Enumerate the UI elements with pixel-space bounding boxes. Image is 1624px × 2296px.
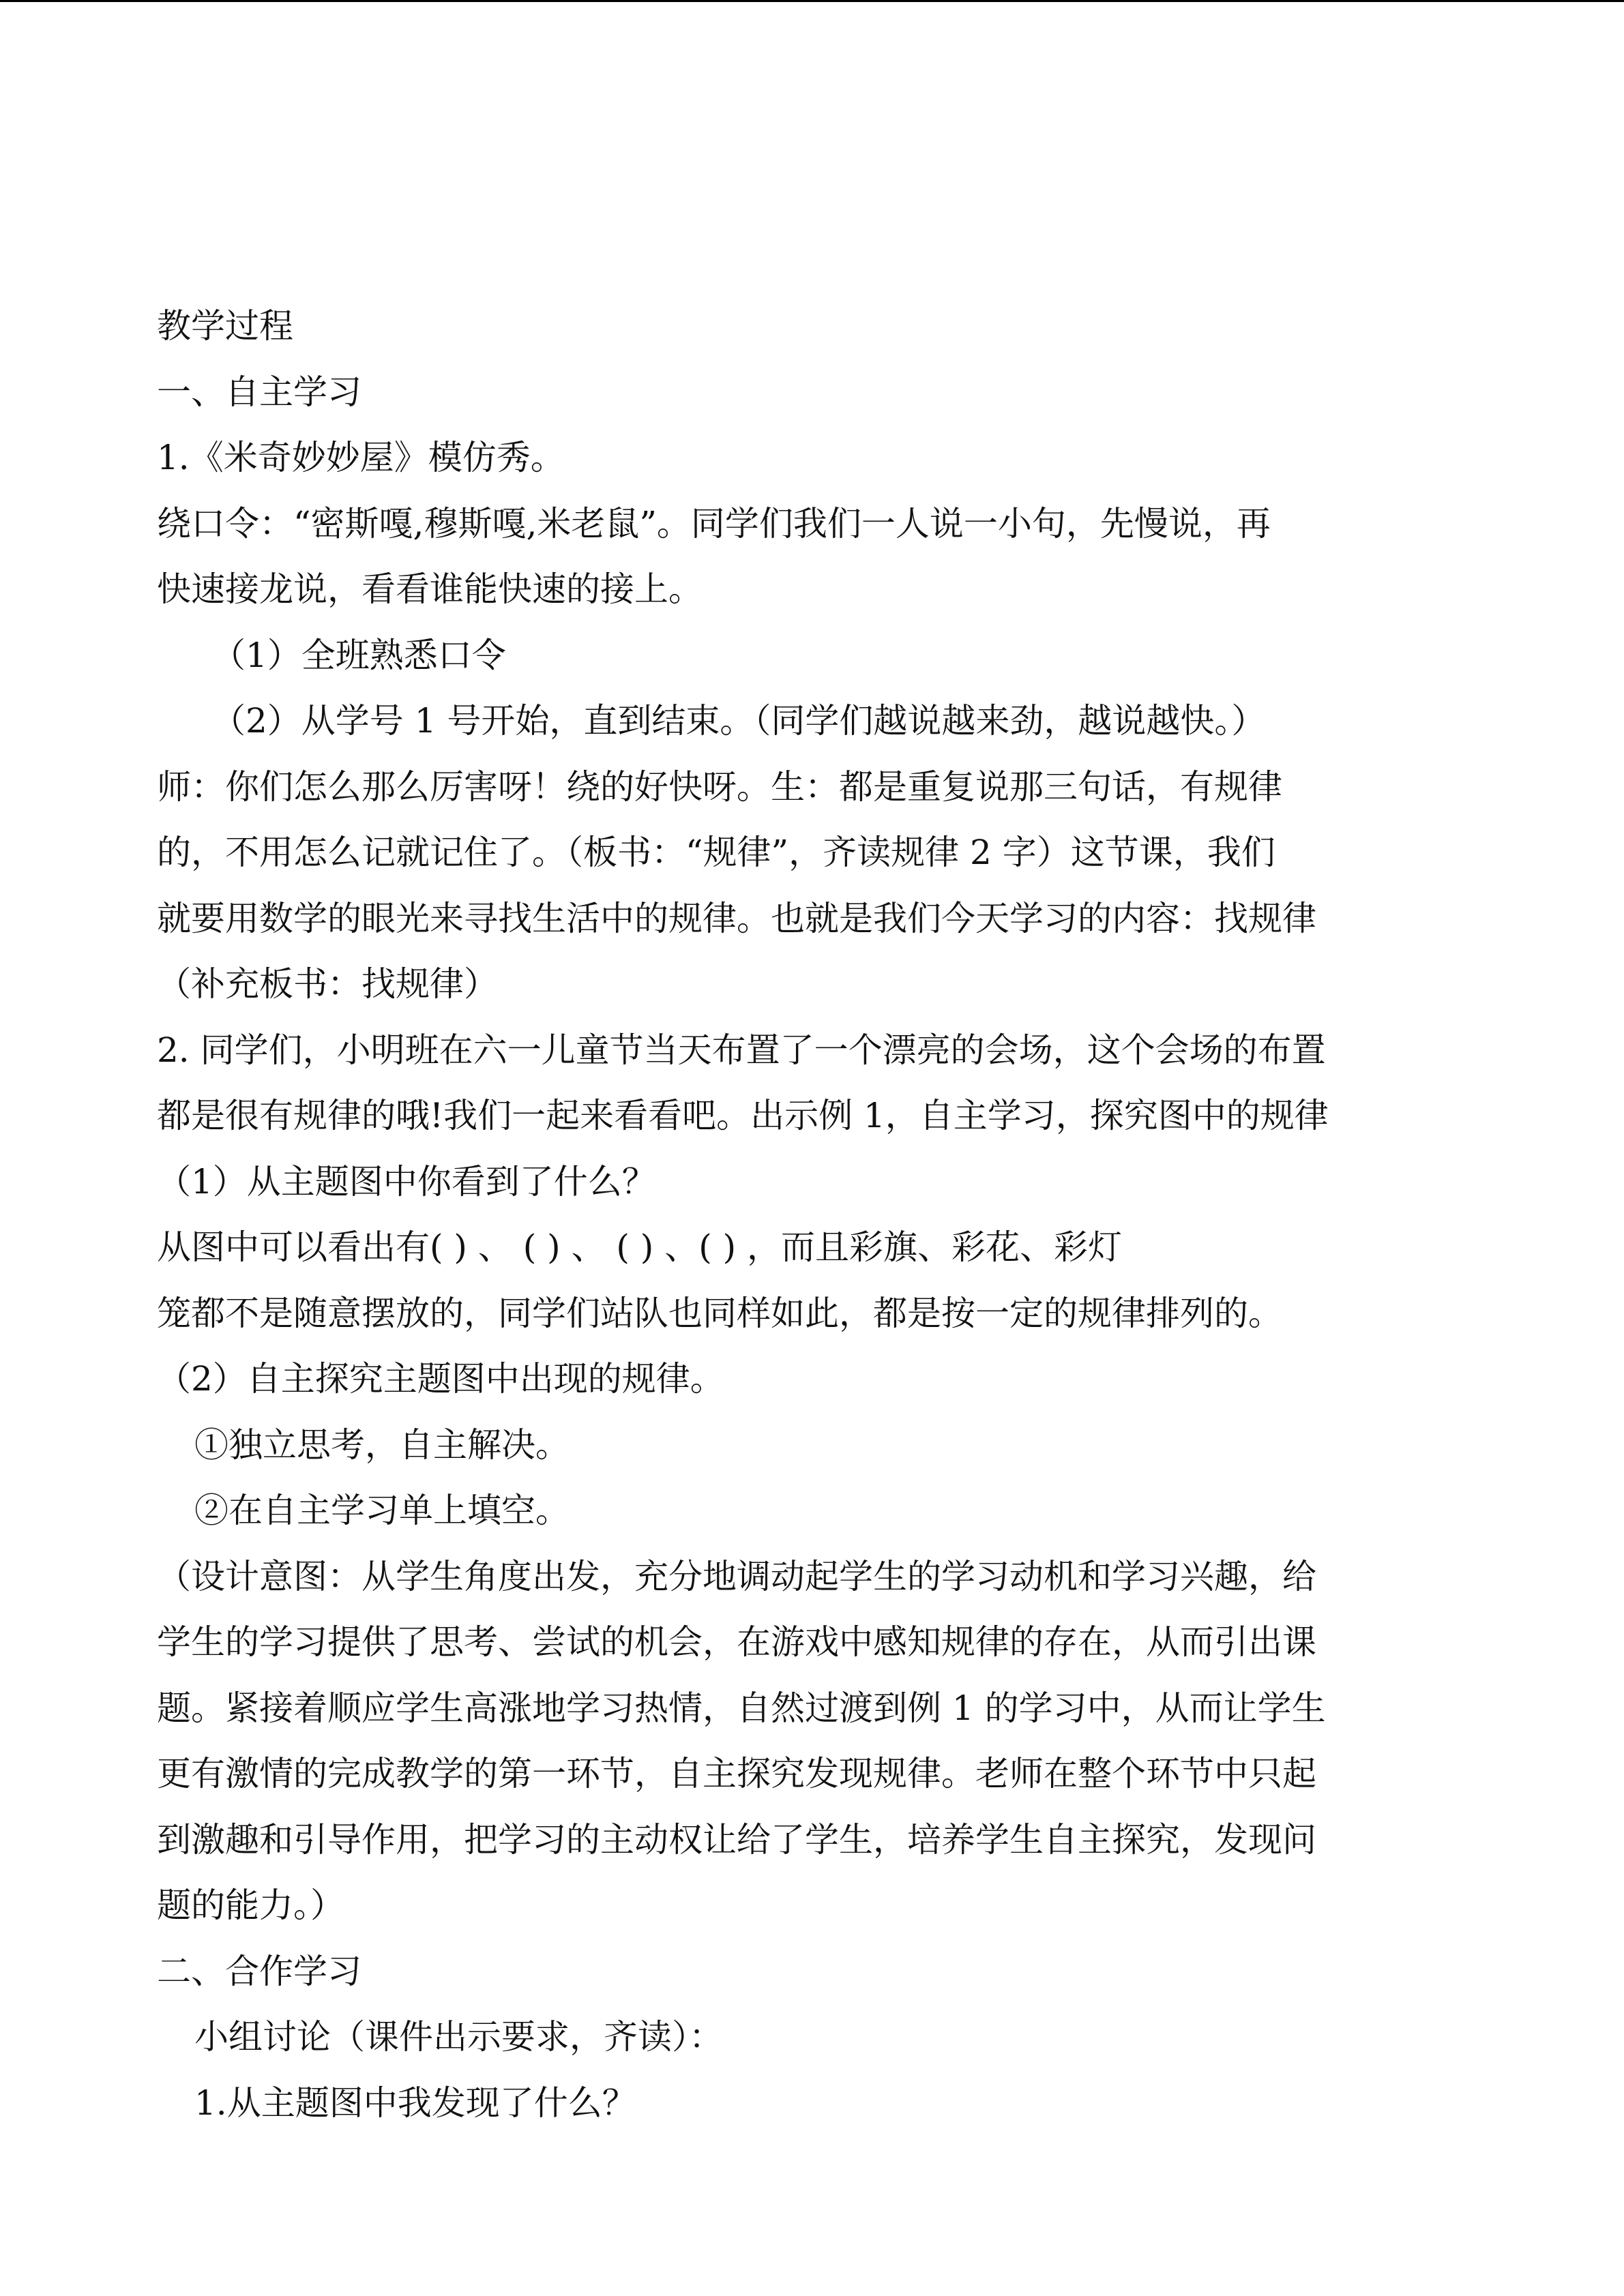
section-title-teaching-process: 教学过程 bbox=[157, 306, 293, 346]
step-start-from-number-one: （2）从学号 1 号开始，直到结束。（同学们越说越来劲，越说越快。） bbox=[211, 701, 1266, 741]
top-border-line bbox=[0, 0, 1624, 2]
heading-cooperative-study: 二、合作学习 bbox=[157, 1951, 361, 1991]
paragraph-teacher-dialogue-cont-2: 就要用数学的眼光来寻找生活中的规律。也就是我们今天学习的内容：找规律 bbox=[157, 898, 1316, 938]
paragraph-design-intent-cont-3: 更有激情的完成教学的第一环节，自主探究发现规律。老师在整个环节中只起 bbox=[157, 1754, 1316, 1793]
question-what-did-you-see: （1）从主题图中你看到了什么？ bbox=[157, 1161, 656, 1202]
question-what-did-i-discover: 1.从主题图中我发现了什么？ bbox=[194, 2083, 636, 2123]
paragraph-design-intent-cont-4: 到激趣和引导作用，把学习的主动权让给了学生，培养学生自主探究，发现问 bbox=[157, 1819, 1316, 1860]
paragraph-design-intent-cont-1: 学生的学习提供了思考、尝试的机会，在游戏中感知规律的存在，从而引出课 bbox=[157, 1622, 1316, 1662]
paragraph-fill-in-blanks: 从图中可以看出有( ) 、 ( ) 、 ( ) 、( ) ，而且彩旗、彩花、彩灯 bbox=[157, 1227, 1122, 1267]
paragraph-tongue-twister-cont: 快速接龙说，看看谁能快速的接上。 bbox=[157, 569, 703, 609]
question-explore-rules: （2）自主探究主题图中出现的规律。 bbox=[157, 1359, 724, 1399]
paragraph-design-intent-cont-2: 题。紧接着顺应学生高涨地学习热情，自然过渡到例 1 的学习中，从而让学生 bbox=[157, 1688, 1326, 1728]
step-class-familiarize: （1）全班熟悉口令 bbox=[211, 635, 506, 675]
paragraph-teacher-dialogue: 师：你们怎么那么厉害呀！绕的好快呀。生：都是重复说那三句话，有规律 bbox=[157, 766, 1282, 807]
paragraph-fill-in-blanks-cont: 笼都不是随意摆放的，同学们站队也同样如此，都是按一定的规律排列的。 bbox=[157, 1293, 1282, 1333]
paragraph-teacher-dialogue-cont-3: （补充板书：找规律） bbox=[157, 964, 498, 1004]
paragraph-tongue-twister: 绕口令：“密斯嘎,穆斯嘎,米老鼠”。同学们我们一人说一小句，先慢说，再 bbox=[157, 503, 1271, 543]
document-body bbox=[157, 293, 1473, 2136]
step-independent-thinking: ①独立思考，自主解决。 bbox=[194, 1425, 570, 1465]
paragraph-teacher-dialogue-cont-1: 的，不用怎么记就记住了。（板书：“规律”，齐读规律 2 字）这节课，我们 bbox=[157, 833, 1275, 872]
item-mickey-imitation: 1.《米奇妙妙屋》模仿秀。 bbox=[157, 438, 565, 477]
step-fill-worksheet: ②在自主学习单上填空。 bbox=[194, 1491, 570, 1530]
heading-self-study: 一、自主学习 bbox=[157, 372, 361, 412]
paragraph-design-intent-cont-5: 题的能力。） bbox=[157, 1885, 344, 1925]
item-venue-layout-cont: 都是很有规律的哦!我们一起来看看吧。出示例 1，自主学习，探究图中的规律 bbox=[157, 1096, 1329, 1135]
paragraph-design-intent: （设计意图：从学生角度出发，充分地调动起学生的学习动机和学习兴趣，给 bbox=[157, 1556, 1316, 1596]
paragraph-group-discussion: 小组讨论（课件出示要求，齐读）： bbox=[194, 2017, 723, 2057]
item-venue-layout: 2. 同学们，小明班在六一儿童节当天布置了一个漂亮的会场，这个会场的布置 bbox=[157, 1030, 1326, 1070]
